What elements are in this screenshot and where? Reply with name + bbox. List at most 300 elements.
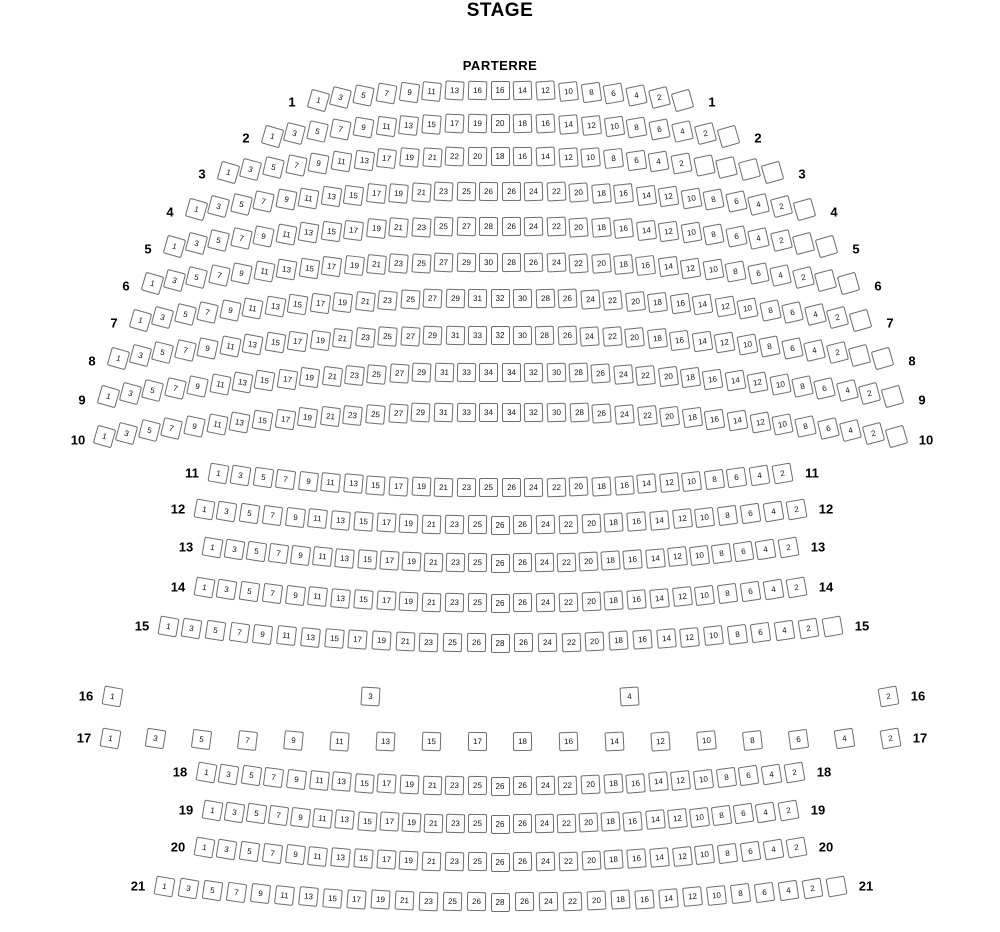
- seat[interactable]: 23: [446, 553, 466, 573]
- seat[interactable]: 27: [434, 253, 454, 273]
- seat[interactable]: 3: [163, 269, 186, 292]
- seat[interactable]: 12: [672, 586, 693, 607]
- seat[interactable]: 3: [207, 195, 230, 218]
- seat[interactable]: 11: [275, 224, 297, 246]
- seat[interactable]: 24: [524, 478, 543, 497]
- seat[interactable]: 26: [558, 289, 578, 309]
- seat[interactable]: 17: [309, 293, 330, 314]
- seat[interactable]: 1: [157, 615, 179, 637]
- seat[interactable]: 28: [479, 216, 498, 235]
- seat[interactable]: 28: [535, 289, 555, 309]
- seat[interactable]: 25: [377, 327, 397, 347]
- seat[interactable]: 4: [803, 339, 826, 362]
- seat[interactable]: 11: [276, 625, 297, 646]
- seat[interactable]: 12: [667, 546, 688, 567]
- seat[interactable]: 19: [332, 292, 353, 313]
- seat[interactable]: 7: [268, 543, 289, 564]
- seat[interactable]: 19: [371, 631, 391, 651]
- seat[interactable]: 7: [263, 767, 284, 788]
- seat[interactable]: 18: [591, 183, 612, 204]
- seat[interactable]: 19: [366, 218, 387, 239]
- seat[interactable]: 12: [714, 296, 736, 318]
- seat[interactable]: 12: [535, 80, 555, 100]
- seat[interactable]: 4: [769, 264, 792, 287]
- seat[interactable]: 15: [354, 773, 374, 793]
- seat[interactable]: 17: [366, 183, 387, 204]
- seat[interactable]: 11: [375, 116, 396, 137]
- seat[interactable]: 1: [306, 88, 330, 112]
- seat[interactable]: 3: [361, 686, 381, 706]
- seat[interactable]: 25: [468, 852, 487, 871]
- seat[interactable]: 8: [742, 730, 763, 751]
- seat[interactable]: 16: [634, 889, 654, 909]
- seat[interactable]: 14: [649, 510, 670, 531]
- seat[interactable]: 3: [218, 763, 240, 785]
- seat[interactable]: 13: [335, 548, 356, 569]
- seat[interactable]: 1: [193, 836, 215, 858]
- seat[interactable]: 23: [456, 478, 475, 497]
- seat[interactable]: 19: [370, 890, 390, 910]
- seat[interactable]: 25: [365, 404, 386, 425]
- seat[interactable]: 18: [610, 890, 630, 910]
- seat[interactable]: 7: [262, 842, 283, 863]
- seat[interactable]: 14: [649, 588, 670, 609]
- seat[interactable]: 14: [535, 147, 555, 167]
- seat[interactable]: 9: [252, 624, 273, 645]
- seat[interactable]: 22: [635, 365, 656, 386]
- seat[interactable]: 3: [216, 838, 238, 860]
- seat[interactable]: 12: [672, 846, 693, 867]
- seat[interactable]: 3: [216, 500, 238, 522]
- seat[interactable]: 9: [290, 807, 311, 828]
- seat[interactable]: 3: [283, 122, 306, 145]
- seat[interactable]: 31: [434, 363, 454, 383]
- seat[interactable]: 26: [491, 777, 510, 796]
- seat[interactable]: 15: [264, 332, 286, 354]
- seat[interactable]: 1: [128, 308, 152, 332]
- seat[interactable]: 21: [422, 775, 442, 795]
- seat[interactable]: 31: [468, 288, 487, 307]
- seat[interactable]: 11: [209, 373, 231, 395]
- seat[interactable]: 15: [353, 511, 373, 531]
- seat[interactable]: 5: [185, 266, 208, 289]
- seat[interactable]: 26: [557, 326, 577, 346]
- seat[interactable]: 33: [456, 402, 475, 421]
- seat[interactable]: 1: [96, 384, 120, 408]
- seat[interactable]: 7: [228, 622, 249, 643]
- seat[interactable]: 5: [246, 541, 268, 563]
- seat[interactable]: 19: [388, 183, 409, 204]
- seat[interactable]: 16: [613, 183, 634, 204]
- seat[interactable]: 15: [254, 370, 276, 392]
- seat[interactable]: 26: [591, 363, 611, 383]
- seat[interactable]: 23: [419, 632, 439, 652]
- seat[interactable]: 5: [205, 620, 227, 642]
- seat[interactable]: 23: [355, 327, 376, 348]
- seat[interactable]: 32: [524, 362, 543, 381]
- seat[interactable]: 14: [645, 810, 666, 831]
- seat[interactable]: 29: [412, 363, 432, 383]
- seat[interactable]: 8: [725, 261, 747, 283]
- seat[interactable]: 2: [648, 86, 671, 109]
- seat[interactable]: 19: [411, 477, 431, 497]
- seat[interactable]: 19: [401, 813, 421, 833]
- seat[interactable]: 18: [680, 367, 701, 388]
- seat[interactable]: [760, 160, 784, 184]
- seat[interactable]: 21: [411, 182, 431, 202]
- seat[interactable]: 22: [602, 290, 623, 311]
- seat[interactable]: 4: [749, 464, 771, 486]
- seat[interactable]: 11: [330, 151, 352, 173]
- seat[interactable]: 8: [729, 883, 750, 904]
- seat[interactable]: 14: [636, 184, 657, 205]
- seat[interactable]: 9: [298, 471, 319, 492]
- seat[interactable]: 7: [160, 417, 183, 440]
- seat[interactable]: 14: [648, 772, 669, 793]
- seat[interactable]: 32: [524, 402, 543, 421]
- seat[interactable]: [870, 346, 894, 370]
- seat[interactable]: 12: [658, 221, 680, 243]
- seat[interactable]: 18: [603, 774, 623, 794]
- seat[interactable]: 24: [613, 364, 634, 385]
- seat[interactable]: 23: [418, 891, 438, 911]
- seat[interactable]: 26: [502, 216, 521, 235]
- seat[interactable]: 19: [467, 113, 487, 133]
- seat[interactable]: 2: [770, 229, 793, 252]
- seat[interactable]: 29: [445, 289, 465, 309]
- seat[interactable]: 8: [717, 505, 738, 526]
- seat[interactable]: 32: [491, 326, 510, 345]
- seat[interactable]: 7: [285, 154, 308, 177]
- seat[interactable]: 12: [581, 115, 602, 136]
- seat[interactable]: 11: [206, 413, 228, 435]
- seat[interactable]: 21: [422, 514, 442, 534]
- seat[interactable]: 2: [785, 576, 807, 598]
- seat[interactable]: 12: [659, 472, 680, 493]
- seat[interactable]: 22: [546, 217, 566, 237]
- seat[interactable]: 2: [858, 382, 881, 405]
- seat[interactable]: 6: [733, 541, 755, 563]
- seat[interactable]: 4: [671, 120, 694, 143]
- seat[interactable]: 17: [274, 408, 296, 430]
- seat[interactable]: 1: [101, 685, 123, 707]
- seat[interactable]: 26: [513, 593, 532, 612]
- seat[interactable]: 21: [321, 366, 342, 387]
- seat[interactable]: 13: [320, 186, 342, 208]
- seat[interactable]: 4: [760, 763, 782, 785]
- seat[interactable]: 19: [400, 775, 420, 795]
- seat[interactable]: 15: [357, 549, 377, 569]
- seat[interactable]: 19: [399, 851, 419, 871]
- seat[interactable]: 34: [479, 402, 498, 421]
- seat[interactable]: 26: [524, 252, 544, 272]
- seat[interactable]: 6: [740, 840, 762, 862]
- seat[interactable]: 29: [411, 403, 431, 423]
- seat[interactable]: 30: [546, 363, 566, 383]
- seat[interactable]: 8: [715, 767, 736, 788]
- seat[interactable]: 23: [445, 515, 465, 535]
- seat[interactable]: 10: [694, 507, 715, 528]
- seat[interactable]: 4: [762, 500, 784, 522]
- seat[interactable]: 5: [240, 765, 262, 787]
- seat[interactable]: 7: [230, 227, 253, 250]
- seat[interactable]: 17: [388, 476, 408, 496]
- seat[interactable]: 1: [193, 498, 215, 520]
- seat[interactable]: 26: [514, 892, 533, 911]
- seat[interactable]: 12: [714, 332, 736, 354]
- seat[interactable]: 13: [276, 259, 298, 281]
- seat[interactable]: 8: [717, 842, 738, 863]
- seat[interactable]: 15: [324, 628, 345, 649]
- seat[interactable]: [715, 156, 738, 179]
- seat[interactable]: 20: [569, 477, 589, 497]
- seat[interactable]: 5: [239, 840, 261, 862]
- seat[interactable]: 2: [771, 462, 793, 484]
- seat[interactable]: 1: [193, 576, 215, 598]
- seat[interactable]: 7: [275, 469, 296, 490]
- seat[interactable]: 25: [434, 217, 454, 237]
- seat[interactable]: 7: [174, 339, 197, 362]
- seat[interactable]: 20: [579, 551, 599, 571]
- seat[interactable]: 21: [422, 851, 442, 871]
- seat[interactable]: 22: [557, 552, 577, 572]
- seat[interactable]: [792, 197, 816, 221]
- seat[interactable]: 15: [322, 888, 343, 909]
- seat[interactable]: 12: [747, 371, 769, 393]
- seat[interactable]: 25: [468, 776, 487, 795]
- seat[interactable]: 3: [223, 538, 245, 560]
- seat[interactable]: 2: [777, 536, 799, 558]
- seat[interactable]: 1: [140, 271, 164, 295]
- seat[interactable]: 4: [839, 419, 862, 442]
- seat[interactable]: 10: [558, 81, 579, 102]
- seat[interactable]: 8: [711, 543, 732, 564]
- seat[interactable]: 21: [332, 328, 353, 349]
- seat[interactable]: 5: [239, 503, 261, 525]
- seat[interactable]: 9: [219, 299, 242, 322]
- seat[interactable]: 3: [181, 617, 203, 639]
- seat[interactable]: 14: [691, 331, 713, 353]
- seat[interactable]: [670, 88, 694, 112]
- seat[interactable]: [792, 232, 815, 255]
- seat[interactable]: 16: [702, 368, 724, 390]
- seat[interactable]: 9: [183, 415, 206, 438]
- seat[interactable]: 2: [792, 266, 815, 289]
- seat[interactable]: 8: [603, 148, 624, 169]
- seat[interactable]: 9: [284, 507, 305, 528]
- seat[interactable]: 21: [422, 592, 442, 612]
- seat[interactable]: [814, 269, 837, 292]
- seat[interactable]: 13: [330, 588, 351, 609]
- seat[interactable]: 15: [353, 589, 373, 609]
- seat[interactable]: 19: [297, 407, 318, 428]
- seat[interactable]: 2: [785, 498, 807, 520]
- seat[interactable]: 10: [693, 769, 714, 790]
- seat[interactable]: 16: [614, 475, 634, 495]
- seat[interactable]: 24: [536, 593, 556, 613]
- seat[interactable]: 34: [502, 362, 521, 381]
- seat[interactable]: 10: [689, 807, 710, 828]
- seat[interactable]: 20: [468, 146, 487, 165]
- seat[interactable]: 22: [637, 405, 658, 426]
- seat[interactable]: 17: [467, 732, 486, 751]
- seat[interactable]: 8: [580, 82, 601, 103]
- seat[interactable]: 3: [239, 158, 262, 181]
- seat[interactable]: 14: [636, 219, 657, 240]
- seat[interactable]: 23: [434, 182, 454, 202]
- seat[interactable]: 30: [479, 252, 498, 271]
- seat[interactable]: 23: [446, 814, 466, 834]
- seat[interactable]: 1: [99, 727, 121, 749]
- seat[interactable]: 10: [603, 116, 624, 137]
- seat[interactable]: 6: [817, 417, 840, 440]
- seat[interactable]: 5: [138, 419, 161, 442]
- seat[interactable]: 11: [320, 472, 341, 493]
- seat[interactable]: 8: [727, 624, 748, 645]
- seat[interactable]: [716, 124, 740, 148]
- seat[interactable]: 23: [445, 852, 465, 872]
- seat[interactable]: 13: [330, 510, 351, 531]
- seat[interactable]: 7: [164, 377, 187, 400]
- seat[interactable]: 24: [536, 852, 556, 872]
- seat[interactable]: 14: [649, 847, 670, 868]
- seat[interactable]: 11: [312, 546, 333, 567]
- seat[interactable]: [814, 234, 838, 258]
- seat[interactable]: 25: [468, 515, 487, 534]
- seat[interactable]: 15: [421, 732, 441, 752]
- seat[interactable]: 10: [680, 222, 702, 244]
- seat[interactable]: 19: [401, 551, 421, 571]
- seat[interactable]: 24: [538, 633, 557, 652]
- seat[interactable]: 16: [613, 218, 634, 239]
- seat[interactable]: 26: [491, 594, 510, 613]
- seat[interactable]: 16: [623, 549, 643, 569]
- seat[interactable]: 12: [667, 808, 688, 829]
- seat[interactable]: 7: [208, 264, 231, 287]
- seat[interactable]: 14: [645, 548, 666, 569]
- seat[interactable]: 4: [762, 838, 784, 860]
- seat[interactable]: 20: [569, 217, 589, 237]
- seat[interactable]: 33: [468, 325, 487, 344]
- seat[interactable]: 12: [672, 508, 693, 529]
- seat[interactable]: 14: [658, 888, 679, 909]
- seat[interactable]: 10: [736, 297, 758, 319]
- seat[interactable]: 10: [702, 259, 724, 281]
- seat[interactable]: [848, 308, 872, 332]
- seat[interactable]: 20: [491, 114, 510, 133]
- seat[interactable]: 24: [535, 814, 555, 834]
- seat[interactable]: 1: [162, 234, 186, 258]
- seat[interactable]: 7: [268, 805, 289, 826]
- seat[interactable]: 1: [106, 346, 130, 370]
- seat[interactable]: 5: [352, 84, 375, 107]
- seat[interactable]: 6: [738, 765, 760, 787]
- seat[interactable]: 3: [115, 422, 138, 445]
- seat[interactable]: 26: [592, 403, 612, 423]
- seat[interactable]: 6: [781, 337, 804, 360]
- seat[interactable]: 32: [491, 289, 510, 308]
- seat[interactable]: 28: [502, 252, 521, 271]
- seat[interactable]: 10: [580, 147, 601, 168]
- seat[interactable]: 13: [298, 886, 319, 907]
- seat[interactable]: 11: [253, 261, 275, 283]
- seat[interactable]: 21: [422, 147, 442, 167]
- seat[interactable]: 6: [788, 729, 809, 750]
- seat[interactable]: 6: [733, 803, 755, 825]
- seat[interactable]: 21: [389, 218, 410, 239]
- seat[interactable]: 26: [513, 814, 532, 833]
- seat[interactable]: 7: [262, 583, 283, 604]
- seat[interactable]: 7: [262, 505, 283, 526]
- seat[interactable]: 3: [119, 382, 142, 405]
- seat[interactable]: 6: [603, 83, 625, 105]
- seat[interactable]: 19: [399, 147, 420, 168]
- seat[interactable]: 17: [376, 591, 396, 611]
- seat[interactable]: 10: [694, 585, 715, 606]
- seat[interactable]: 6: [740, 503, 762, 525]
- seat[interactable]: 17: [444, 114, 464, 134]
- seat[interactable]: 12: [650, 731, 670, 751]
- seat[interactable]: 9: [398, 82, 419, 103]
- seat[interactable]: 26: [513, 852, 532, 871]
- seat[interactable]: 2: [694, 122, 717, 145]
- seat[interactable]: 4: [833, 728, 855, 750]
- seat[interactable]: 15: [366, 475, 386, 495]
- seat[interactable]: 13: [353, 149, 374, 170]
- seat[interactable]: 1: [195, 761, 217, 783]
- seat[interactable]: 26: [466, 892, 485, 911]
- seat[interactable]: 6: [753, 881, 774, 902]
- seat[interactable]: 3: [223, 801, 245, 823]
- seat[interactable]: 9: [249, 883, 270, 904]
- seat[interactable]: 10: [703, 625, 724, 646]
- seat[interactable]: 31: [445, 326, 465, 346]
- seat[interactable]: 5: [239, 581, 261, 603]
- seat[interactable]: 6: [747, 262, 770, 285]
- seat[interactable]: 7: [375, 83, 397, 105]
- seat[interactable]: 18: [608, 631, 628, 651]
- seat[interactable]: 14: [513, 80, 533, 100]
- seat[interactable]: 6: [781, 301, 804, 324]
- seat[interactable]: 11: [273, 885, 294, 906]
- seat[interactable]: 9: [253, 225, 275, 247]
- seat[interactable]: 16: [635, 255, 656, 276]
- seat[interactable]: 16: [626, 511, 646, 531]
- seat[interactable]: 3: [230, 464, 252, 486]
- seat[interactable]: 3: [177, 877, 199, 899]
- seat[interactable]: 16: [704, 408, 726, 430]
- seat[interactable]: 2: [862, 422, 885, 445]
- seat[interactable]: 33: [457, 362, 476, 381]
- seat[interactable]: 26: [491, 554, 510, 573]
- seat[interactable]: 24: [614, 404, 635, 425]
- seat[interactable]: 26: [491, 815, 510, 834]
- seat[interactable]: 21: [355, 291, 376, 312]
- seat[interactable]: 20: [586, 891, 606, 911]
- seat[interactable]: 8: [703, 224, 725, 246]
- seat[interactable]: 23: [411, 217, 431, 237]
- seat[interactable]: 24: [535, 553, 555, 573]
- seat[interactable]: 8: [791, 375, 814, 398]
- seat[interactable]: 18: [647, 292, 668, 313]
- seat[interactable]: 19: [344, 255, 365, 276]
- seat[interactable]: 20: [580, 775, 600, 795]
- seat[interactable]: 23: [342, 405, 363, 426]
- seat[interactable]: 24: [580, 326, 600, 346]
- seat[interactable]: 24: [535, 776, 555, 796]
- seat[interactable]: 22: [558, 592, 578, 612]
- seat[interactable]: 30: [547, 403, 567, 423]
